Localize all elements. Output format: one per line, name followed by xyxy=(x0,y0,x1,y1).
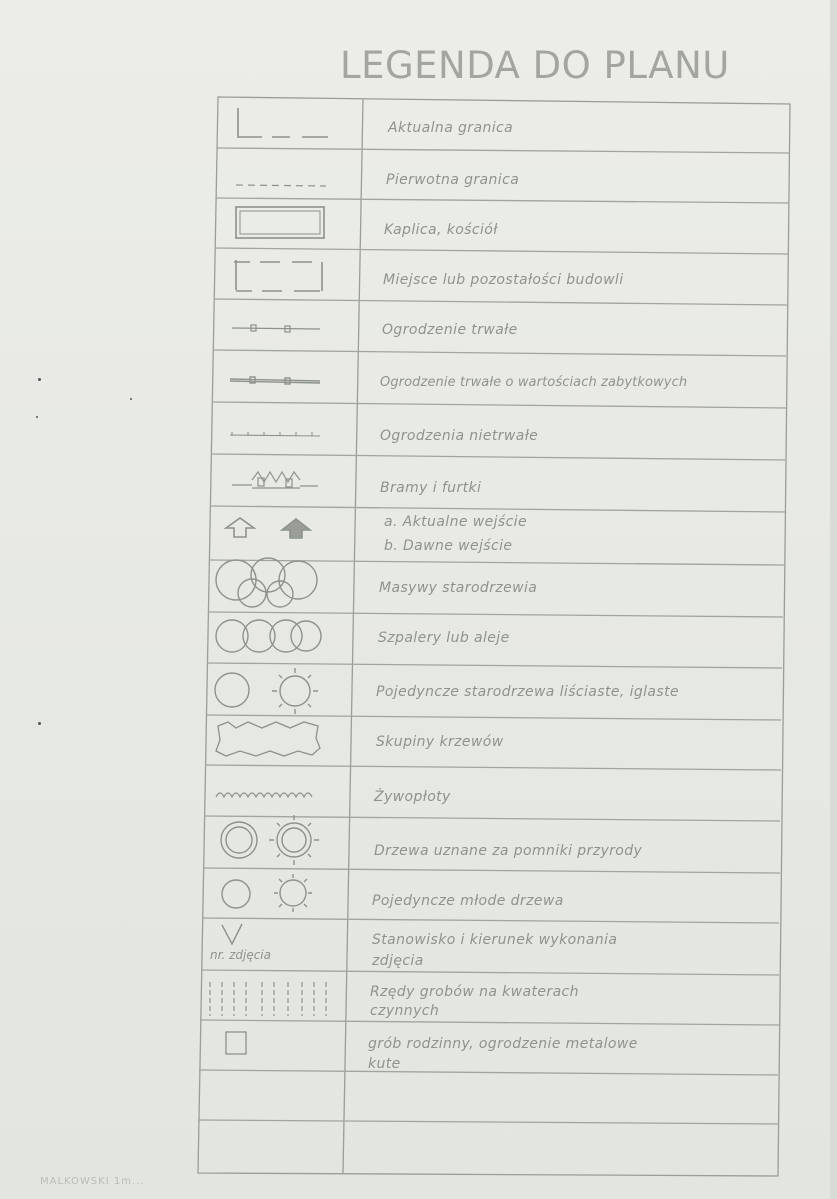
label-former-entrance: b. Dawne wejście xyxy=(384,538,513,554)
historic-fence-icon xyxy=(230,377,320,384)
old-tree-mass-icon xyxy=(216,558,317,607)
label-current-entrance: a. Aktualne wejście xyxy=(384,514,527,530)
photo-point-icon xyxy=(222,924,242,944)
label-grave-rows-cont: czynnych xyxy=(370,1003,440,1019)
gate-icon xyxy=(232,472,318,488)
single-old-tree-icon xyxy=(215,668,318,714)
temporary-fence-icon xyxy=(230,432,320,436)
label-original-boundary: Pierwotna granica xyxy=(386,172,520,188)
label-photo-point: Stanowisko i kierunek wykonania xyxy=(372,932,618,948)
hedge-icon xyxy=(216,793,312,797)
legend-title: LEGENDA DO PLANU xyxy=(340,44,730,87)
column-divider xyxy=(343,99,363,1173)
label-permanent-fence: Ogrodzenie trwałe xyxy=(382,322,518,338)
label-old-tree-mass: Masywy starodrzewia xyxy=(379,580,538,596)
label-building-remains: Miejsce lub pozostałości budowli xyxy=(383,272,624,288)
entrance-arrows-icon xyxy=(226,518,310,538)
label-current-boundary: Aktualna granica xyxy=(388,120,514,136)
paper-speck xyxy=(38,722,41,725)
paper-speck xyxy=(130,398,132,400)
label-grave-rows: Rzędy grobów na kwaterach xyxy=(370,984,579,1000)
label-shrub-group: Skupiny krzewów xyxy=(376,734,504,750)
label-single-old-tree: Pojedyncze starodrzewa liściaste, iglaste xyxy=(376,684,680,700)
family-grave-icon xyxy=(226,1032,246,1054)
label-nature-monument: Drzewa uznane za pomniki przyrody xyxy=(374,843,643,859)
permanent-fence-icon xyxy=(232,325,320,332)
label-temporary-fence: Ogrodzenia nietrwałe xyxy=(380,428,539,444)
current-boundary-icon xyxy=(238,108,328,137)
grave-rows-icon xyxy=(210,982,326,1016)
chapel-icon xyxy=(236,207,324,238)
label-young-tree: Pojedyncze młode drzewa xyxy=(372,893,564,909)
shrub-group-icon xyxy=(216,722,320,756)
photo-number-label: nr. zdjęcia xyxy=(210,948,271,962)
footer-mark: MALKOWSKI 1m... xyxy=(40,1176,145,1187)
label-photo-point-cont: zdjęcia xyxy=(372,953,424,969)
paper-speck xyxy=(36,416,38,418)
label-tree-row: Szpalery lub aleje xyxy=(378,630,510,646)
label-hedge: Żywopłoty xyxy=(374,789,451,805)
label-historic-fence: Ogrodzenie trwałe o wartościach zabytkowych xyxy=(380,375,688,390)
tree-row-icon xyxy=(216,620,321,652)
young-tree-icon xyxy=(222,874,312,912)
building-remains-icon xyxy=(234,260,322,291)
label-family-grave-cont: kute xyxy=(368,1056,401,1072)
label-family-grave: grób rodzinny, ogrodzenie metalowe xyxy=(368,1036,638,1052)
label-chapel: Kaplica, kościół xyxy=(384,222,498,238)
label-gate: Bramy i furtki xyxy=(380,480,482,496)
paper-speck xyxy=(38,378,41,381)
nature-monument-icon xyxy=(221,815,319,865)
original-boundary-icon xyxy=(236,185,326,186)
